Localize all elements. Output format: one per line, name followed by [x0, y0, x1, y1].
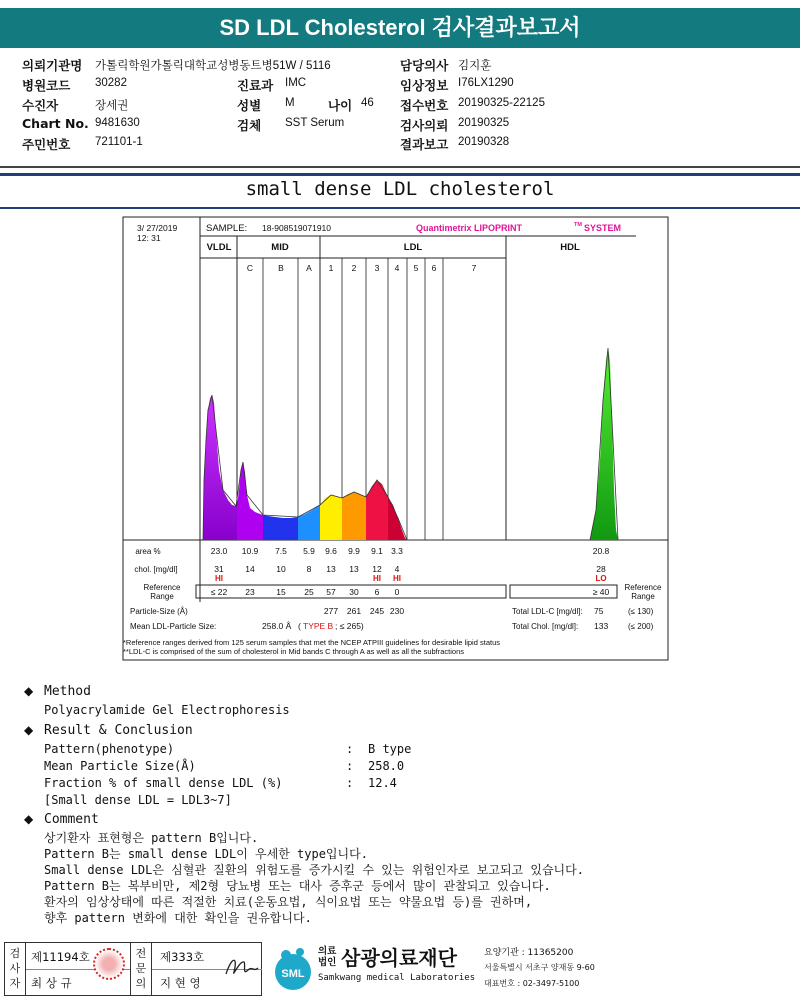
band-label-5: 5 — [413, 263, 419, 273]
chart-date: 3/ 27/2019 — [137, 223, 178, 233]
mid-c-peak — [237, 462, 263, 540]
org-phone: 대표번호 : 02-3497-5100 — [484, 979, 580, 988]
section-title: small dense LDL cholesterol — [245, 178, 555, 200]
row-label-chol: chol. [mg/dl] — [134, 565, 178, 574]
specialist-name: 지 현 영 — [160, 976, 201, 990]
band-label-B: B — [278, 263, 284, 273]
band-label-6: 6 — [431, 263, 437, 273]
patient-label: 수진자 — [22, 98, 59, 113]
ref-range-4: 0 — [394, 587, 400, 597]
institution-value: 가톨릭학원가톨릭대학교성병동트병51W / 5116 — [95, 60, 331, 72]
band-label-2: 2 — [351, 263, 357, 273]
comment-line: 상기환자 표현형은 pattern B입니다. — [44, 831, 259, 845]
system-suffix: SYSTEM — [584, 223, 622, 233]
ref-range-VLDL: ≤ 22 — [210, 587, 228, 597]
sample-id: 18-908519071910 — [262, 223, 332, 233]
area-pct-1: 9.6 — [325, 546, 337, 556]
mean-size-value: 258.0 Å — [262, 621, 292, 631]
total-chol-value: 133 — [594, 621, 609, 631]
total-ldl-ref: (≤ 130) — [628, 607, 654, 616]
org-type: 의료법인 — [318, 946, 337, 968]
result-value: 258.0 — [368, 759, 405, 773]
dept-value: IMC — [285, 77, 307, 89]
comment-line: 향후 pattern 변화에 대한 확인을 권유합니다. — [44, 911, 312, 925]
bullet-diamond-icon: ◆ — [24, 684, 34, 698]
flag-4: HI — [393, 574, 401, 583]
result-heading: Result & Conclusion — [44, 723, 193, 738]
org-english-name: Samkwang medical Laboratories — [318, 973, 476, 983]
comment-line: 환자의 임상상태에 따른 적절한 치료(운동요법, 식이요법 또는 약물요법 등)를 권하며, — [44, 895, 533, 909]
area-pct-A: 5.9 — [303, 546, 315, 556]
hospital-code-label: 병원코드 — [22, 78, 71, 93]
specialist-label: 전문의 — [135, 947, 147, 990]
ref-range-C: 23 — [245, 587, 255, 597]
chart-time: 12: 31 — [137, 233, 161, 243]
dept-label: 진료과 — [237, 78, 274, 93]
footnote: **LDL-C is comprised of the sum of cholesterol in Mid bands C through A as well as all the subfractions — [123, 647, 465, 656]
band-label-C: C — [246, 263, 254, 273]
flag-VLDL: HI — [215, 574, 223, 583]
sml-logo-icon — [270, 946, 316, 992]
bullet-diamond-icon: ◆ — [24, 812, 34, 826]
clinical-info-label: 임상정보 — [400, 78, 449, 93]
group-mid-label: MID — [271, 242, 289, 253]
band-label-1: 1 — [328, 263, 334, 273]
request-label: 검사의뢰 — [400, 118, 449, 133]
hdl-peak — [590, 348, 618, 540]
chart-no-value: 9481630 — [95, 117, 140, 129]
result-value: 12.4 — [368, 776, 397, 790]
ref-range-3: 6 — [374, 587, 380, 597]
row-label-ref-right: Range — [631, 592, 655, 601]
row-label-area: area % — [135, 547, 161, 556]
result-colon: : — [346, 742, 354, 756]
doctor-label: 담당의사 — [400, 58, 449, 73]
ref-range-2: 30 — [349, 587, 359, 597]
result-label: Pattern(phenotype) — [44, 742, 175, 756]
receipt-label: 접수번호 — [400, 98, 449, 113]
total-ldl-label: Total LDL-C [mg/dl]: — [512, 607, 583, 616]
age-value: 46 — [361, 97, 374, 109]
mid-a-peak — [298, 505, 320, 540]
org-name: 삼광의료재단 — [341, 946, 457, 970]
area-pct-3: 9.1 — [371, 546, 383, 556]
chol-C: 14 — [245, 564, 255, 574]
method-heading: Method — [44, 684, 91, 699]
result-note: [Small dense LDL = LDL3~7] — [44, 793, 232, 807]
ref-range-HDL: ≥ 40 — [592, 587, 610, 597]
area-pct-B: 7.5 — [275, 546, 287, 556]
specimen-value: SST Serum — [285, 117, 345, 129]
report-label: 결과보고 — [400, 137, 449, 152]
seal-stamp-icon — [93, 948, 125, 980]
area-pct-2: 9.9 — [348, 546, 360, 556]
result-label: Fraction % of small dense LDL (%) — [44, 776, 283, 790]
system-trademark: TM — [574, 222, 582, 228]
sex-value: M — [285, 97, 295, 109]
system-name: Quantimetrix LIPOPRINT — [416, 223, 523, 233]
type-label: TYPE B — [303, 621, 334, 631]
band-label-A: A — [306, 263, 312, 273]
comment-heading: Comment — [44, 812, 99, 827]
group-ldl-label: LDL — [403, 242, 423, 253]
report-value: 20190328 — [458, 136, 510, 148]
resident-value: 721101-1 — [95, 136, 143, 148]
inspector-label: 검사자 — [9, 947, 21, 990]
group-vldl-label: VLDL — [206, 242, 232, 253]
signature-icon — [222, 950, 260, 982]
band-label-3: 3 — [374, 263, 380, 273]
area-pct-VLDL: 23.0 — [210, 546, 228, 556]
group-hdl-label: HDL — [560, 242, 580, 253]
comment-line: Small dense LDL은 심혈관 질환의 위험도를 증가시킬 수 있는 위험인자로 보고되고 있습니다. — [44, 863, 584, 877]
row-label-mean: Mean LDL-Particle Size: — [130, 622, 217, 631]
particle-size-3: 245 — [369, 606, 385, 616]
chol-A: 8 — [306, 564, 312, 574]
result-value: B type — [368, 742, 412, 756]
hospital-code-value: 30282 — [95, 77, 127, 89]
chol-1: 13 — [326, 564, 336, 574]
doctor-value: 김지훈 — [458, 60, 492, 72]
institution-label: 의뢰기관명 — [22, 58, 83, 73]
ref-range-A: 25 — [304, 587, 314, 597]
comment-line: Pattern B는 small dense LDL이 우세한 type입니다. — [44, 847, 368, 861]
chol-B: 10 — [276, 564, 286, 574]
request-value: 20190325 — [458, 117, 510, 129]
particle-size-4: 230 — [389, 606, 405, 616]
result-colon: : — [346, 759, 354, 773]
row-label-ref: Reference — [143, 583, 181, 592]
org-code: 요양기관 : 11365200 — [484, 948, 574, 958]
ldl3-peak — [366, 480, 388, 540]
bullet-diamond-icon: ◆ — [24, 723, 34, 737]
signature-footer — [0, 940, 800, 1000]
flag-3: HI — [373, 574, 381, 583]
row-label-size: Particle-Size (Å) — [130, 607, 188, 616]
resident-label: 주민번호 — [22, 137, 71, 152]
chol-VLDL: 31 — [214, 564, 224, 574]
mid-b-peak — [263, 515, 298, 540]
chol-4: 4 — [394, 564, 400, 574]
method-text: Polyacrylamide Gel Electrophoresis — [44, 703, 290, 717]
band-label-4: 4 — [394, 263, 400, 273]
report-title: SD LDL Cholesterol 검사결과보고서 — [0, 8, 800, 48]
receipt-value: 20190325-22125 — [458, 97, 545, 109]
chol-2: 13 — [349, 564, 359, 574]
footnote: *Reference ranges derived from 125 serum samples that met the NCEP ATPIII guidelines for desirable lipid status — [123, 638, 500, 647]
ldl2-peak — [342, 492, 366, 540]
row-label-ref: Range — [150, 592, 174, 601]
ref-range-B: 15 — [276, 587, 286, 597]
flag-HDL: LO — [595, 574, 607, 583]
comment-line: Pattern B는 복부비만, 제2형 당뇨병 또는 대사 증후군 등에서 많이 관찰되고 있습니다. — [44, 879, 551, 893]
area-pct-4: 3.3 — [391, 546, 403, 556]
total-ldl-value: 75 — [594, 606, 604, 616]
specialist-no: 제333호 — [160, 950, 205, 964]
area-pct-C: 10.9 — [241, 546, 259, 556]
sample-label: SAMPLE: — [206, 223, 248, 234]
paren: ( — [298, 621, 301, 631]
clinical-info-value: I76LX1290 — [458, 77, 514, 89]
age-label: 나이 — [328, 98, 353, 113]
inspector-no: 제11194호 — [31, 950, 90, 964]
chol-HDL: 28 — [596, 564, 606, 574]
total-chol-label: Total Chol. [mg/dl]: — [512, 622, 579, 631]
result-colon: : — [346, 776, 354, 790]
chol-3: 12 — [372, 564, 382, 574]
chart-no-label: Chart No. — [22, 116, 89, 131]
logo-text: SML — [281, 968, 305, 980]
org-address: 서울특별시 서초구 양재동 9-60 — [484, 963, 595, 972]
particle-size-2: 261 — [346, 606, 362, 616]
band-label-7: 7 — [471, 263, 477, 273]
type-ref: ; ≤ 265) — [335, 621, 364, 631]
ref-range-1: 57 — [326, 587, 336, 597]
row-label-ref-right: Reference — [624, 583, 662, 592]
patient-value: 장세권 — [95, 100, 129, 112]
result-label: Mean Particle Size(Å) — [44, 759, 196, 773]
specimen-label: 검체 — [237, 118, 262, 133]
sex-label: 성별 — [237, 98, 262, 113]
area-pct-HDL: 20.8 — [592, 546, 610, 556]
inspector-name: 최 상 규 — [31, 976, 72, 990]
particle-size-1: 277 — [323, 606, 339, 616]
total-chol-ref: (≤ 200) — [628, 622, 654, 631]
density-curve — [203, 348, 660, 540]
